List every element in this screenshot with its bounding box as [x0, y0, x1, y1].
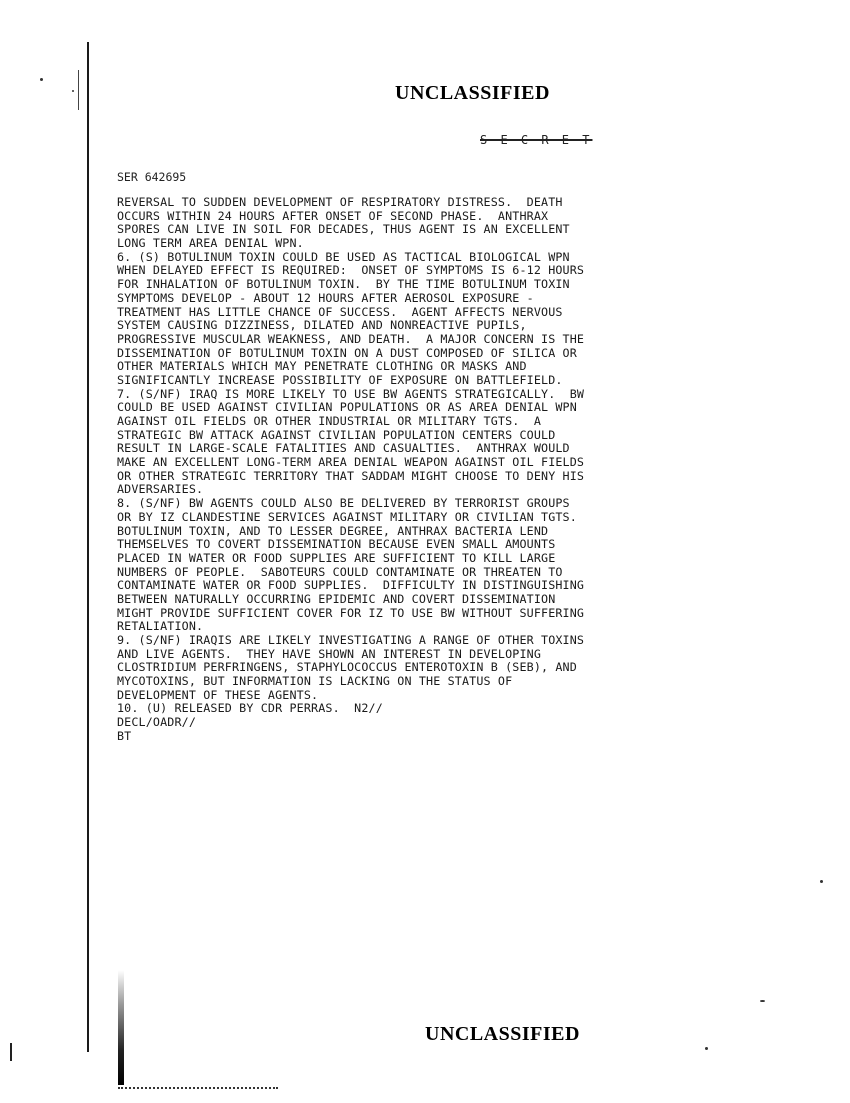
text-line: 7. (S/NF) IRAQ IS MORE LIKELY TO USE BW AGENTS STRATEGICALLY. BW: [117, 386, 585, 401]
text-line: OR OTHER STRATEGIC TERRITORY THAT SADDAM MIGHT CHOOSE TO DENY HIS: [117, 468, 585, 483]
scan-speck: [820, 880, 823, 883]
scan-speck: [72, 90, 74, 92]
text-line: SYSTEM CAUSING DIZZINESS, DILATED AND NONREACTIVE PUPILS,: [117, 318, 527, 333]
scan-bottom-rule: [118, 1087, 278, 1090]
text-line: DISSEMINATION OF BOTULINUM TOXIN ON A DUST COMPOSED OF SILICA OR: [117, 345, 577, 360]
text-line: BT: [117, 728, 132, 743]
text-line: SIGNIFICANTLY INCREASE POSSIBILITY OF EXPOSURE ON BATTLEFIELD.: [117, 372, 563, 387]
text-line: RETALIATION.: [117, 619, 204, 634]
text-line: NUMBERS OF PEOPLE. SABOTEURS COULD CONTAMINATE OR THREATEN TO: [117, 564, 563, 579]
text-line: SYMPTOMS DEVELOP - ABOUT 12 HOURS AFTER AEROSOL EXPOSURE -: [117, 290, 534, 305]
text-line: AGAINST OIL FIELDS OR OTHER INDUSTRIAL OR MILITARY TGTS. A: [117, 414, 542, 428]
text-line: MYCOTOXINS, BUT INFORMATION IS LACKING ON THE STATUS OF: [117, 674, 513, 689]
text-line: PROGRESSIVE MUSCULAR WEAKNESS, AND DEATH. A MAJOR CONCERN IS THE: [117, 331, 585, 346]
classification-top: UNCLASSIFIED: [395, 82, 550, 104]
text-line: COULD BE USED AGAINST CIVILIAN POPULATIONS OR AS AREA DENIAL WPN: [117, 400, 577, 415]
text-line: 10. (U) RELEASED BY CDR PERRAS. N2//: [117, 701, 383, 716]
classification-bottom: UNCLASSIFIED: [425, 1023, 580, 1045]
text-line: CONTAMINATE WATER OR FOOD SUPPLIES. DIFFICULTY IN DISTINGUISHING: [117, 578, 585, 593]
text-line: MIGHT PROVIDE SUFFICIENT COVER FOR IZ TO USE BW WITHOUT SUFFERING: [117, 605, 585, 620]
scan-speck: [40, 78, 43, 81]
text-line: 9. (S/NF) IRAQIS ARE LIKELY INVESTIGATING A RANGE OF OTHER TOXINS: [117, 633, 585, 647]
text-line: AND LIVE AGENTS. THEY HAVE SHOWN AN INTEREST IN DEVELOPING: [117, 646, 542, 661]
text-line: RESULT IN LARGE-SCALE FATALITIES AND CASUALTIES. ANTHRAX WOULD: [117, 441, 570, 456]
text-line: THEMSELVES TO COVERT DISSEMINATION BECAUSE EVEN SMALL AMOUNTS: [117, 537, 556, 552]
text-line: 8. (S/NF) BW AGENTS COULD ALSO BE DELIVERED BY TERRORIST GROUPS: [117, 496, 570, 511]
scan-speck: [760, 1000, 765, 1002]
text-line: TREATMENT HAS LITTLE CHANCE OF SUCCESS. AGENT AFFECTS NERVOUS: [117, 304, 563, 319]
serial-number: SER 642695: [117, 170, 187, 184]
text-line: CLOSTRIDIUM PERFRINGENS, STAPHYLOCOCCUS ENTEROTOXIN B (SEB), AND: [117, 660, 577, 675]
page-edge-mark: [78, 70, 79, 110]
text-line: BOTULINUM TOXIN, AND TO LESSER DEGREE, ANTHRAX BACTERIA LEND: [117, 523, 549, 538]
text-line: OTHER MATERIALS WHICH MAY PENETRATE CLOTHING OR MASKS AND: [117, 359, 527, 374]
text-line: WHEN DELAYED EFFECT IS REQUIRED: ONSET OF SYMPTOMS IS 6-12 HOURS: [117, 263, 585, 278]
scan-smudge: [118, 970, 124, 1085]
text-line: BETWEEN NATURALLY OCCURRING EPIDEMIC AND COVERT DISSEMINATION: [117, 591, 556, 606]
scan-speck: [705, 1047, 708, 1050]
text-line: MAKE AN EXCELLENT LONG-TERM AREA DENIAL WEAPON AGAINST OIL FIELDS: [117, 455, 585, 470]
text-line: STRATEGIC BW ATTACK AGAINST CIVILIAN POPULATION CENTERS COULD: [117, 427, 556, 442]
page-edge-tick: [10, 1043, 12, 1061]
text-line: OR BY IZ CLANDESTINE SERVICES AGAINST MILITARY OR CIVILIAN TGTS.: [117, 509, 577, 524]
text-line: FOR INHALATION OF BOTULINUM TOXIN. BY THE TIME BOTULINUM TOXIN: [117, 277, 570, 292]
message-body: [117, 196, 817, 744]
text-line: DEVELOPMENT OF THESE AGENTS.: [117, 687, 319, 702]
text-line: 6. (S) BOTULINUM TOXIN COULD BE USED AS TACTICAL BIOLOGICAL WPN: [117, 249, 570, 264]
page-edge-line: [87, 42, 89, 1052]
secret-mark: S E C R E T: [480, 133, 593, 147]
text-line: LONG TERM AREA DENIAL WPN.: [117, 236, 304, 251]
text-line: SPORES CAN LIVE IN SOIL FOR DECADES, THUS AGENT IS AN EXCELLENT: [117, 222, 570, 237]
text-line: PLACED IN WATER OR FOOD SUPPLIES ARE SUFFICIENT TO KILL LARGE: [117, 550, 556, 565]
text-line: REVERSAL TO SUDDEN DEVELOPMENT OF RESPIRATORY DISTRESS. DEATH: [117, 195, 563, 209]
text-line: DECL/OADR//: [117, 715, 197, 730]
text-line: OCCURS WITHIN 24 HOURS AFTER ONSET OF SECOND PHASE. ANTHRAX: [117, 208, 549, 223]
text-line: ADVERSARIES.: [117, 482, 204, 497]
